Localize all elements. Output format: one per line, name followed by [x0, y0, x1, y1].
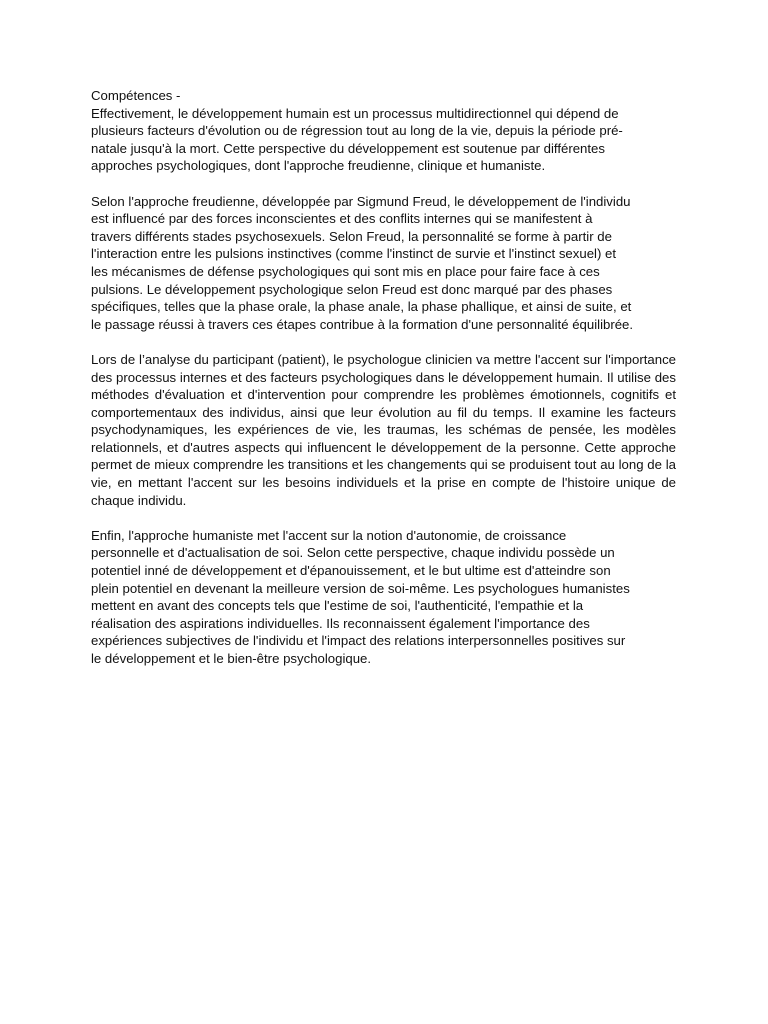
text-line: Selon l'approche freudienne, développée par Sigmund Freud, le développement de l'individu: [91, 193, 631, 209]
text-line: mettent en avant des concepts tels que l'estime de soi, l'authenticité, l'empathie et la: [91, 598, 584, 614]
text-line: plusieurs facteurs d'évolution ou de régression tout au long de la vie, depuis la période pré-: [91, 123, 623, 139]
text-line: potentiel inné de développement et d'épanouissement, et le but ultime est d'atteindre son: [91, 563, 611, 579]
text-line: le passage réussi à travers ces étapes contribue à la formation d'une personnalité équilibrée.: [91, 316, 634, 332]
text-line: natale jusqu'à la mort. Cette perspective du développement est soutenue par différentes: [91, 140, 605, 156]
paragraph-clinical-approach: Lors de l’analyse du participant (patient), le psychologue clinicien va mettre l'accent sur l'importance des processus internes et des facteurs psychologiques dans le développement humain. Il utilise des méthodes d'évaluation et d'intervention pour comprendre les problèmes émotionnels, cognitifs et comportementaux des individus, ainsi que leur évolution au fil du temps. Il examine les facteurs psychodynamiques, les expériences de vie, les traumas, les schémas de pensée, les modèles relationnels, et d'autres aspects qui influencent le développement de la personne. Cette approche permet de mieux comprendre les transitions et les changements qui se produisent tout au long de la vie, en mettant l'accent sur les besoins individuels et la prise en compte de l'histoire unique de chaque individu.: [91, 351, 676, 508]
text-line: approches psychologiques, dont l'approche freudienne, clinique et humaniste.: [91, 158, 546, 174]
paragraph-humanist-approach: [91, 527, 676, 668]
text-line: personnelle et d'actualisation de soi. Selon cette perspective, chaque individu possède un: [91, 545, 615, 561]
text-line: pulsions. Le développement psychologique selon Freud est donc marqué par des phases: [91, 281, 613, 297]
text-line: Effectivement, le développement humain est un processus multidirectionnel qui dépend de: [91, 105, 619, 121]
text-line: réalisation des aspirations individuelles. Ils reconnaissent également l'importance des: [91, 615, 590, 631]
text-line: plein potentiel en devenant la meilleure version de soi-même. Les psychologues humanistes: [91, 580, 630, 596]
text-line: le développement et le bien-être psychologique.: [91, 651, 372, 666]
text-line: est influencé par des forces inconscientes et des conflits internes qui se manifestent à: [91, 211, 593, 227]
section-heading: Compétences -: [91, 88, 181, 103]
text-line: Enfin, l'approche humaniste met l'accent sur la notion d'autonomie, de croissance: [91, 527, 567, 543]
paragraph-freudian-approach: [91, 193, 676, 334]
text-line: l'interaction entre les pulsions instinctives (comme l'instinct de survie et l'instinct sexuel) et: [91, 246, 617, 262]
text-line: les mécanismes de défense psychologiques qui sont mis en place pour faire face à ces: [91, 263, 600, 279]
paragraph-introduction: [91, 105, 676, 175]
text-line: travers différents stades psychosexuels. Selon Freud, la personnalité se forme à partir de: [91, 228, 612, 244]
document-page: [91, 87, 676, 685]
text-line: spécifiques, telles que la phase orale, la phase anale, la phase phallique, et ainsi de suite, et: [91, 299, 632, 315]
text-line: expériences subjectives de l'individu et l'impact des relations interpersonnelles positives sur: [91, 633, 626, 649]
